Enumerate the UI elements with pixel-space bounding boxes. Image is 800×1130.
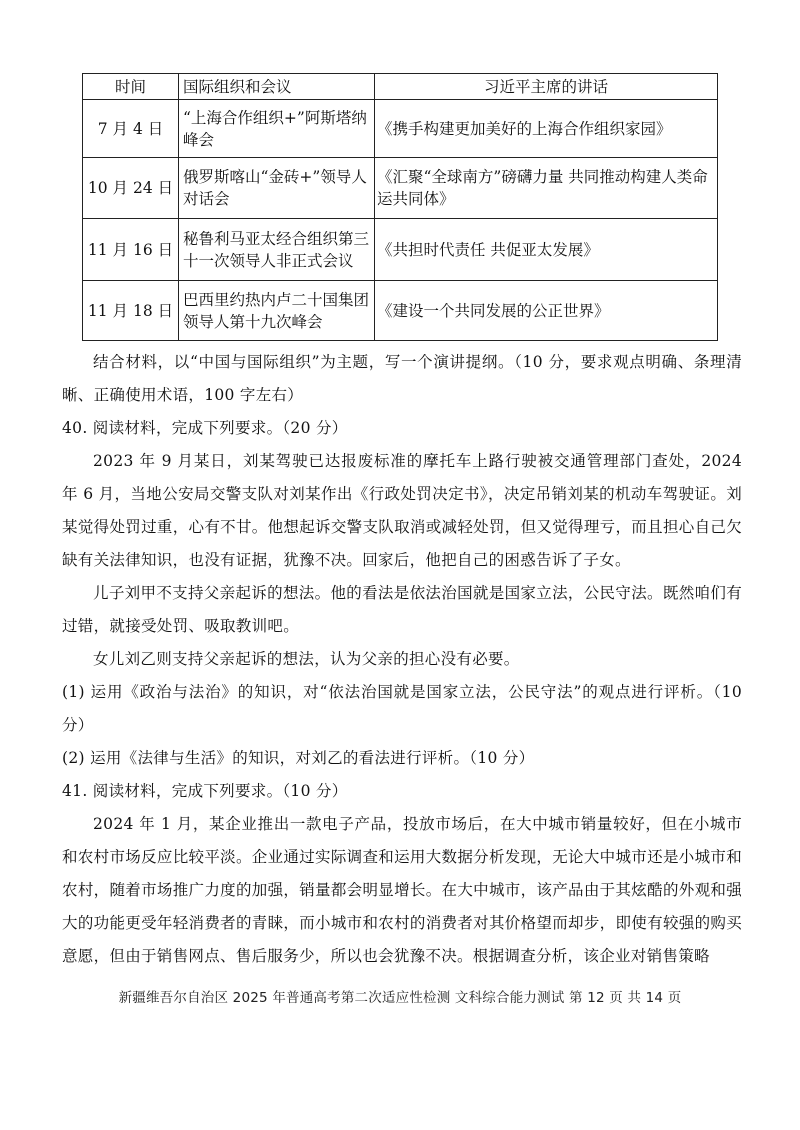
q39-task: 结合材料，以“中国与国际组织”为主题，写一个演讲提纲。（10 分，要求观点明确、条理清晰、正确使用术语，100 字左右） xyxy=(62,353,742,404)
row-meeting: 俄罗斯喀山“金砖+”领导人对话会 xyxy=(179,158,375,219)
q41-title: 41. 阅读材料，完成下列要求。（10 分） xyxy=(62,782,348,800)
q40-paragraph: 女儿刘乙则支持父亲起诉的想法，认为父亲的担心没有必要。 xyxy=(93,650,520,668)
row-date: 10 月 24 日 xyxy=(83,158,179,219)
row-date: 11 月 16 日 xyxy=(83,219,179,281)
row-speech: 《汇聚“全球南方”磅礴力量 共同推动构建人类命运共同体》 xyxy=(375,158,718,219)
row-date: 11 月 18 日 xyxy=(83,281,179,341)
q40-title: 40. 阅读材料，完成下列要求。（20 分） xyxy=(62,419,348,437)
q40-subquestion-1: (1) 运用《政治与法治》的知识，对“依法治国就是国家立法，公民守法”的观点进行评析。（10 分） xyxy=(62,683,742,734)
table-row xyxy=(83,281,718,341)
row-meeting: “上海合作组织+”阿斯塔纳峰会 xyxy=(179,100,375,158)
q41-paragraph: 2024 年 1 月，某企业推出一款电子产品，投放市场后，在大中城市销量较好，但在小城市和农村市场反应比较平淡。企业通过实际调查和运用大数据分析发现，无论大中城市还是小城市和农村，随着市场推广力度的加强，销量都会明显增长。在大中城市，该产品由于其炫酷的外观和强大的功能更受年轻消费者的青睐，而小城市和农村的消费者对其价格望而却步，即使有较强的购买意愿，但由于销售网点、售后服务少，所以也会犹豫不决。根据调查分析，该企业对销售策略 xyxy=(62,815,742,965)
header-speech: 习近平主席的讲话 xyxy=(375,74,718,100)
table-header-row xyxy=(83,74,718,100)
row-meeting: 秘鲁利马亚太经合组织第三十一次领导人非正式会议 xyxy=(179,219,375,281)
row-speech: 《携手构建更加美好的上海合作组织家园》 xyxy=(375,100,718,158)
q40-subquestion-2: (2) 运用《法律与生活》的知识，对刘乙的看法进行评析。（10 分） xyxy=(62,749,535,767)
speech-table xyxy=(82,73,718,341)
header-organization: 国际组织和会议 xyxy=(179,74,375,100)
page-footer: 新疆维吾尔自治区 2025 年普通高考第二次适应性检测 文科综合能力测试 第 12 页 共 14 页 xyxy=(118,990,682,1006)
table-row xyxy=(83,219,718,281)
row-speech: 《建设一个共同发展的公正世界》 xyxy=(375,281,718,341)
row-date: 7 月 4 日 xyxy=(83,100,179,158)
row-meeting: 巴西里约热内卢二十国集团领导人第十九次峰会 xyxy=(179,281,375,341)
header-time: 时间 xyxy=(83,74,179,100)
q40-paragraph: 儿子刘甲不支持父亲起诉的想法。他的看法是依法治国就是国家立法，公民守法。既然咱们有过错，就接受处罚、吸取教训吧。 xyxy=(62,584,742,635)
row-speech: 《共担时代责任 共促亚太发展》 xyxy=(375,219,718,281)
q40-paragraph: 2023 年 9 月某日，刘某驾驶已达报废标准的摩托车上路行驶被交通管理部门查处，2024 年 6 月，当地公安局交警支队对刘某作出《行政处罚决定书》，决定吊销刘某的机动车驾驶证。刘某觉得处罚过重，心有不甘。他想起诉交警支队取消或减轻处罚，但又觉得理亏，而且担心自己欠缺有关法律知识，也没有证据，犹豫不决。回家后，他把自己的困惑告诉了子女。 xyxy=(62,452,742,569)
question-body xyxy=(62,346,742,973)
table-row xyxy=(83,100,718,158)
table-row xyxy=(83,158,718,219)
